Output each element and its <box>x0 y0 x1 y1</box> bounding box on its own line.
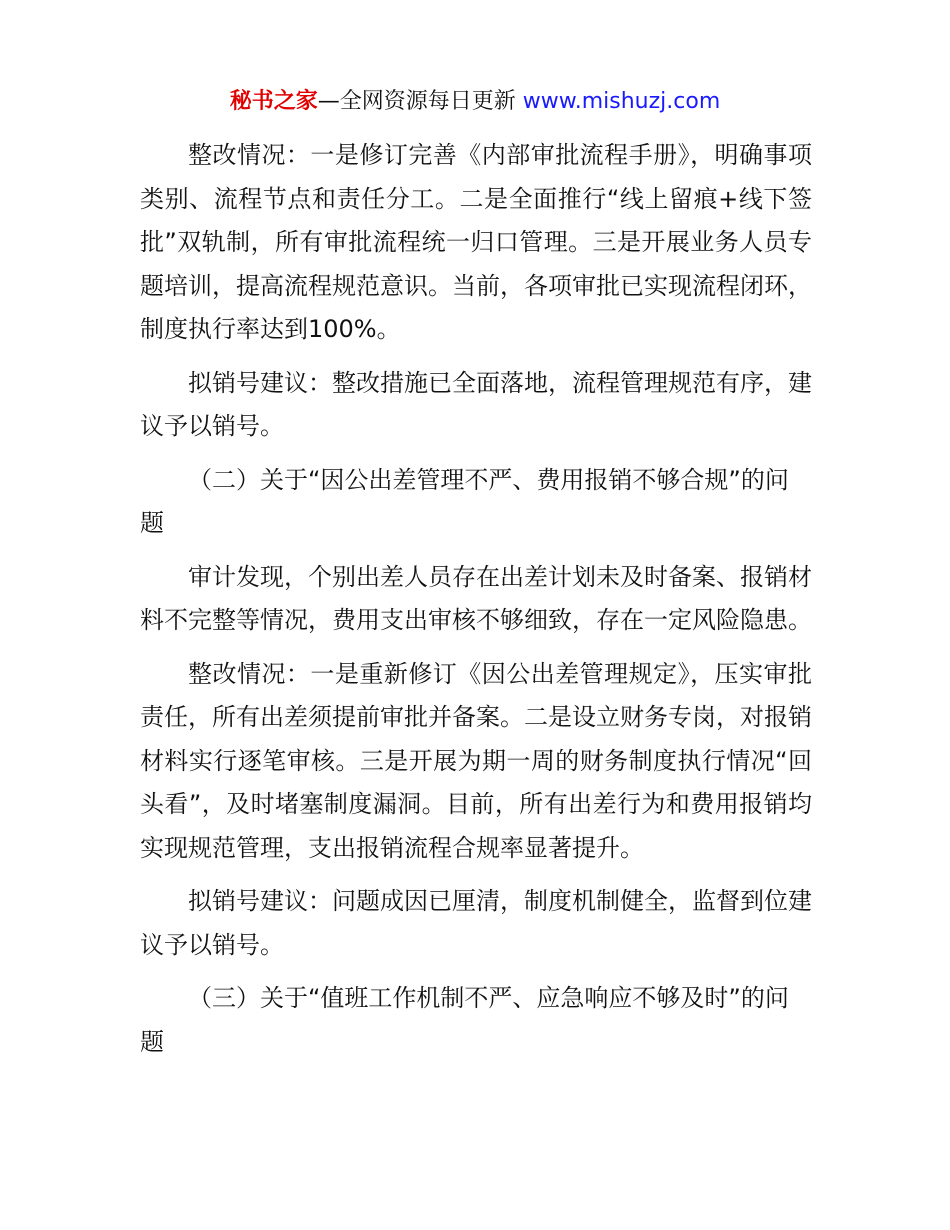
closure-suggestion-2: 拟销号建议：问题成因已厘清，制度机制健全，监督到位建议予以销号。 <box>140 887 812 959</box>
rectification-paragraph-2: 整改情况：一是重新修订《因公出差管理规定》，压实审批责任，所有出差须提前审批并备案。二是设立财务专岗，对报销材料实行逐笔审核。三是开展为期一周的财务制度执行情况“回头看”，及时堵塞制度漏洞。目前，所有出差行为和费用报销均实现规范管理，支出报销流程合规率显著提升。 <box>140 659 812 862</box>
site-url-link[interactable]: www.mishuzj.com <box>522 89 721 114</box>
section-heading-2: （二）关于“因公出差管理不严、费用报销不够合规”的问题 <box>140 465 789 537</box>
rectification-paragraph-1: 整改情况：一是修订完善《内部审批流程手册》，明确事项类别、流程节点和责任分工。二是全面推行“线上留痕+线下签批”双轨制，所有审批流程统一归口管理。三是开展业务人员专题培训，提高流程规范意识。当前，各项审批已实现流程闭环，制度执行率达到100%。 <box>140 141 812 343</box>
page-header <box>0 86 950 118</box>
document-body <box>140 134 812 1074</box>
section-heading-3: （三）关于“值班工作机制不严、应急响应不够及时”的问题 <box>140 984 789 1056</box>
brand-name: 秘书之家 <box>229 89 318 114</box>
closure-suggestion-1: 拟销号建议：整改措施已全面落地，流程管理规范有序，建议予以销号。 <box>140 368 812 440</box>
audit-finding-paragraph: 审计发现，个别出差人员存在出差计划未及时备案、报销材料不完整等情况，费用支出审核不够细致，存在一定风险隐患。 <box>140 562 812 634</box>
header-tagline: —全网资源每日更新 <box>317 89 523 114</box>
